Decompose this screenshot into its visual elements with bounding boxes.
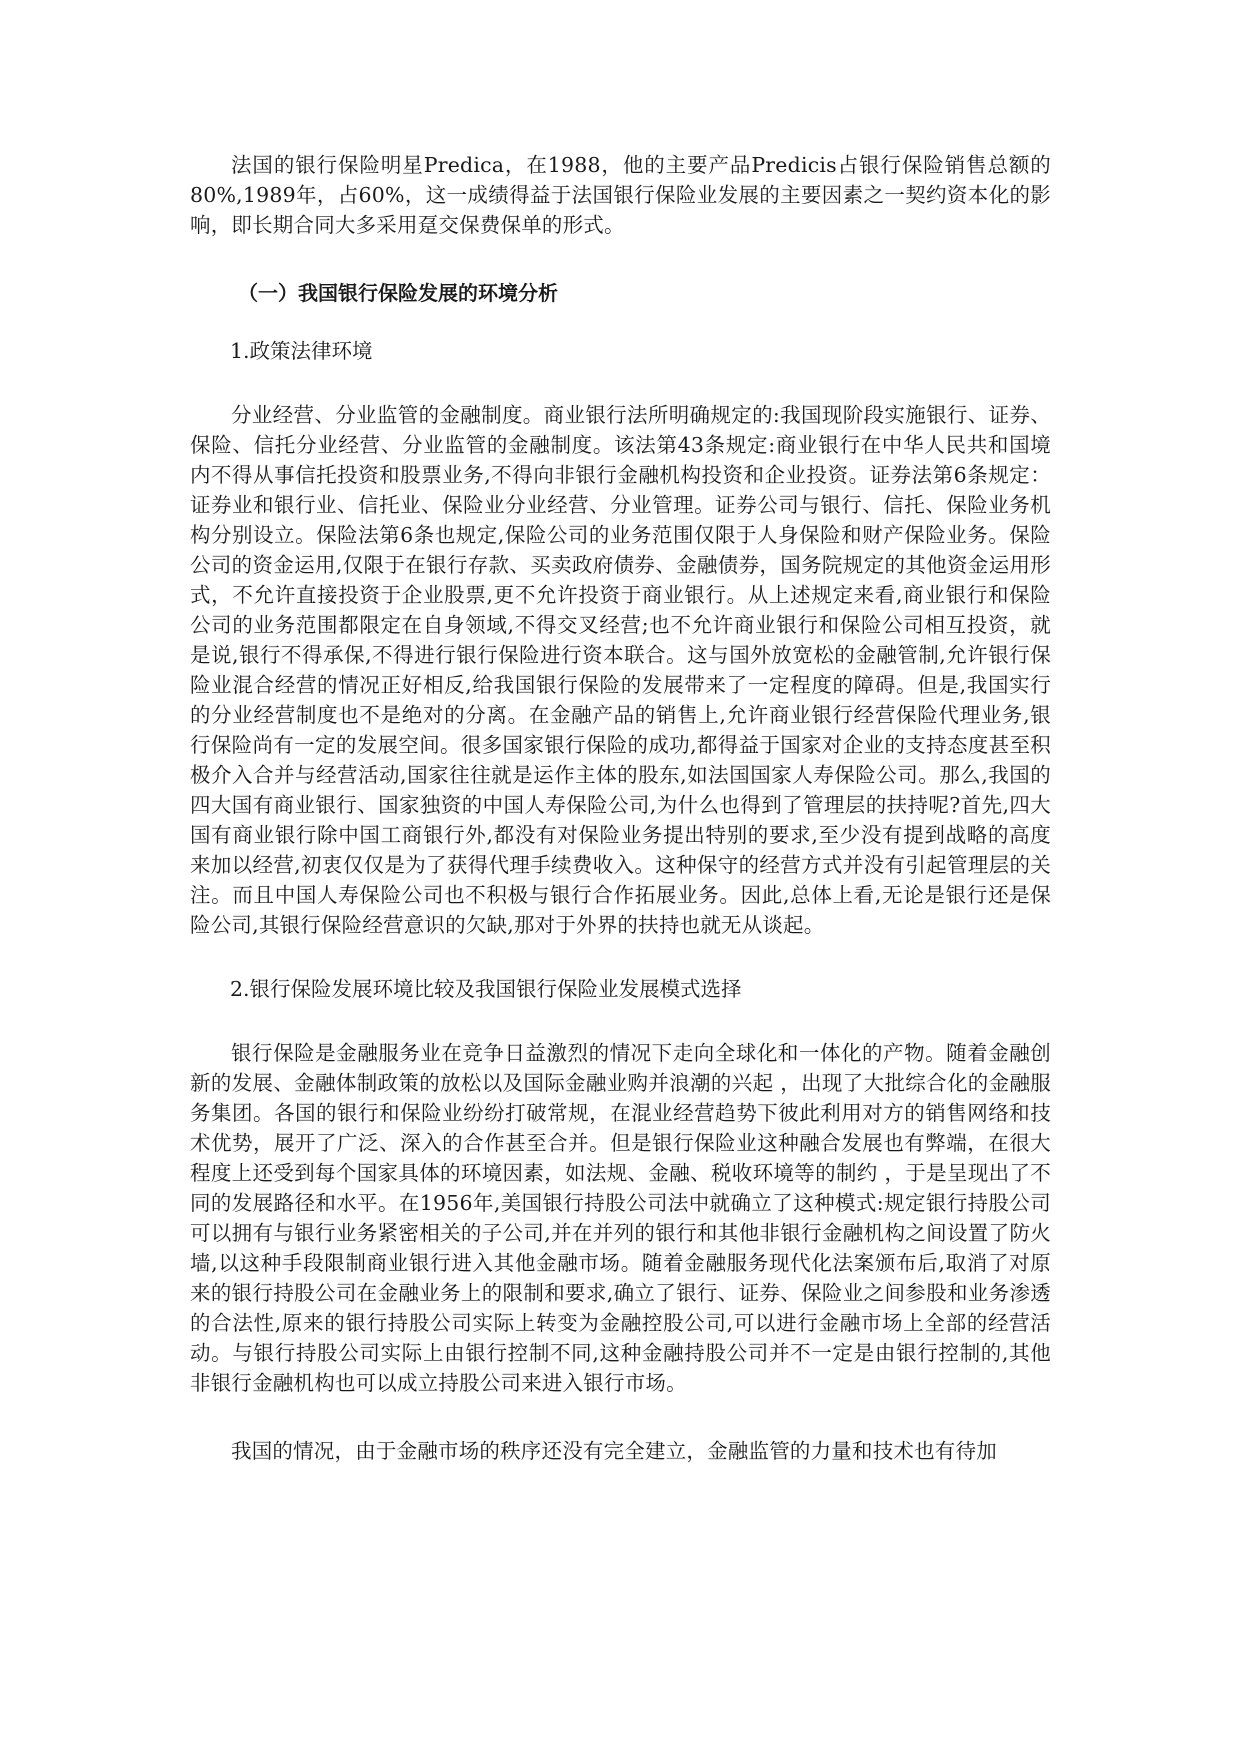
paragraph-domestic-situation: 我国的情况，由于金融市场的秩序还没有完全建立，金融监管的力量和技术也有待加 bbox=[231, 1439, 997, 1463]
spacer bbox=[190, 1004, 1051, 1038]
subsection-heading-comparison: 2.银行保险发展环境比较及我国银行保险业发展模式选择 bbox=[230, 977, 742, 1001]
spacer bbox=[190, 240, 1051, 278]
section-heading: （一）我国银行保险发展的环境分析 bbox=[238, 281, 558, 305]
spacer bbox=[190, 1398, 1051, 1436]
spacer bbox=[190, 940, 1051, 974]
spacer bbox=[190, 308, 1051, 336]
paragraph-bank-insurance: 银行保险是金融服务业在竞争日益激烈的情况下走向全球化和一体化的产物。随着金融创新的发展、金融体制政策的放松以及国际金融业购并浪潮的兴起 ，出现了大批综合化的金融服务集团。各国的银行和保险业纷纷打破常规，在混业经营趋势下彼此利用对方的销售网络和技术优势，展开了广泛、深入的合作甚至合并。但是银行保险业这种融合发展也有弊端，在很大程度上还受到每个国家具体的环境因素，如法规、金融、税收环境等的制约 ，于是呈现出了不同的发展路径和水平。在1956年,美国银行持股公司法中就确立了这种模式:规定银行持股公司可以拥有与银行业务紧密相关的子公司,并在并列的银行和其他非银行金融机构之间设置了防火墙,以这种手段限制商业银行进入其他金融市场。随着金融服务现代化法案颁布后,取消了对原来的银行持股公司在金融业务上的限制和要求,确立了银行、证券、保险业之间参股和业务渗透的合法性,原来的银行持股公司实际上转变为金融控股公司,可以进行金融市场上全部的经营活动。与银行持股公司实际上由银行控制不同,这种金融持股公司并不一定是由银行控制的,其他非银行金融机构也可以成立持股公司来进入银行市场。 bbox=[190, 1041, 1051, 1395]
spacer bbox=[190, 366, 1051, 400]
paragraph-policy-law: 分业经营、分业监管的金融制度。商业银行法所明确规定的:我国现阶段实施银行、证券、保险、信托分业经营、分业监管的金融制度。该法第43条规定:商业银行在中华人民共和国境内不得从事信托投资和股票业务,不得向非银行金融机构投资和企业投资。证券法第6条规定：证券业和银行业、信托业、保险业分业经营、分业管理。证券公司与银行、信托、保险业务机构分别设立。保险法第6条也规定,保险公司的业务范围仅限于人身保险和财产保险业务。保险公司的资金运用,仅限于在银行存款、买卖政府债券、金融债券，国务院规定的其他资金运用形式，不允许直接投资于企业股票,更不允许投资于商业银行。从上述规定来看,商业银行和保险公司的业务范围都限定在自身领域,不得交叉经营;也不允许商业银行和保险公司相互投资，就是说,银行不得承保,不得进行银行保险进行资本联合。这与国外放宽松的金融管制,允许银行保险业混合经营的情况正好相反,给我国银行保险的发展带来了一定程度的障碍。但是,我国实行的分业经营制度也不是绝对的分离。在金融产品的销售上,允许商业银行经营保险代理业务,银行保险尚有一定的发展空间。很多国家银行保险的成功,都得益于国家对企业的支持态度甚至积极介入合并与经营活动,国家往往就是运作主体的股东,如法国国家人寿保险公司。那么,我国的四大国有商业银行、国家独资的中国人寿保险公司,为什么也得到了管理层的扶持呢?首先,四大国有商业银行除中国工商银行外,都没有对保险业务提出特别的要求,至少没有提到战略的高度来加以经营,初衷仅仅是为了获得代理手续费收入。这种保守的经营方式并没有引起管理层的关注。而且中国人寿保险公司也不积极与银行合作拓展业务。因此,总体上看,无论是银行还是保险公司,其银行保险经营意识的欠缺,那对于外界的扶持也就无从谈起。 bbox=[190, 403, 1051, 937]
subsection-heading-policy: 1.政策法律环境 bbox=[230, 339, 373, 363]
paragraph-predica: 法国的银行保险明星Predica，在1988，他的主要产品Predicis占银行保险销售总额的80%,1989年，占60%，这一成绩得益于法国银行保险业发展的主要因素之一契约资本化的影响，即长期合同大多采用趸交保费保单的形式。 bbox=[190, 153, 1051, 237]
